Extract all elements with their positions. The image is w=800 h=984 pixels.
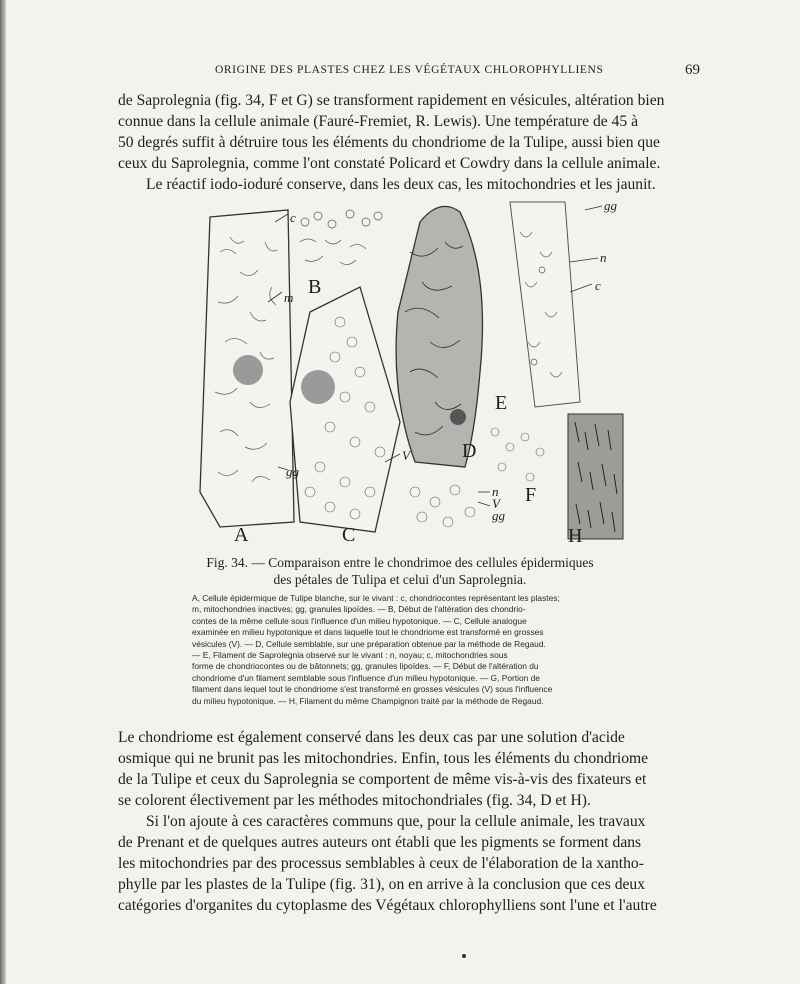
label-c-chondriocontes: c — [290, 210, 296, 225]
legend-line: filament dans lequel tout le chondriome s'est transformé en grosses vésicules (V) sous l'influence — [192, 684, 553, 695]
paragraph-osmique — [118, 727, 710, 811]
text-line: Le réactif iodo-ioduré conserve, dans les deux cas, les mitochondries et les jaunit. — [146, 176, 656, 193]
text-line: 50 degrés suffit à détruire tous les éléments du chondriome de la Tulipe, aussi bien que — [118, 134, 660, 151]
legend-line: forme de chondriocontes ou de bâtonnets; gg, granules lipoïdes. — F, Début de l'altération du — [192, 661, 539, 672]
legend-line: m, mitochondries inactives; gg, granules lipoïdes. — B, Début de l'altération des chondrio- — [192, 604, 526, 615]
label-c: C — [342, 524, 356, 546]
text-line: connue dans la cellule animale (Fauré-Fremiet, R. Lewis). Une température de 45 à — [118, 113, 639, 130]
cell-b-vesicles — [300, 210, 382, 265]
legend-line: — E, Filament de Saprolegnia observé sur le vivant : n, noyau; c, mitochondries sous — [192, 650, 508, 661]
cell-a-nucleus — [233, 355, 263, 385]
label-gg-g: gg — [492, 508, 505, 523]
label-e: E — [495, 392, 508, 414]
label-n-g: n — [492, 484, 499, 499]
label-d: D — [462, 440, 477, 462]
ink-dot — [462, 954, 466, 958]
text-line: Le chondriome est également conservé dans les deux cas par une solution d'acide — [118, 729, 625, 746]
text-line: se colorent électivement par les méthodes mitochondriales (fig. 34, D et H). — [118, 792, 591, 809]
figure-drawing — [190, 192, 640, 547]
text-line: osmique qui ne brunit pas les mitochondries. Enfin, tous les éléments du chondriome — [118, 750, 649, 767]
label-gg-granules: gg — [286, 464, 299, 479]
legend-line: A, Cellule épidermique de Tulipe blanche, sur le vivant : c, chondriocontes représentant les plastes; — [192, 593, 560, 603]
text-line: Si l'on ajoute à ces caractères communs que, pour la cellule animale, les travaux — [146, 813, 646, 830]
cell-d-outline — [396, 206, 482, 467]
figure-caption-title-line2: des pétales de Tulipa et celui d'un Saprolegnia. — [273, 572, 527, 587]
label-a: A — [234, 524, 249, 546]
legend-line: chondriome d'un filament semblable sous l'influence d'un milieu hypotonique. — G, Portion de — [192, 672, 540, 683]
paragraph-intro — [118, 90, 708, 195]
paragraph-conclusion — [118, 811, 710, 916]
legend-line: du milieu hypotonique. — H, Filament du même Champignon traité par la méthode de Regaud. — [192, 695, 544, 706]
text-line: les mitochondries par des processus semblables à ceux de l'élaboration de la xantho- — [118, 855, 644, 872]
label-c-mitochondries: c — [595, 278, 601, 293]
page-number: 69 — [685, 62, 700, 78]
text-line: ceux du Saprolegnia, comme l'ont constaté Policard et Cowdry dans la cellule animale. — [118, 155, 661, 172]
cell-c-nucleus — [301, 370, 335, 404]
legend-line: vésicules (V). — D, Cellule semblable, sur une préparation obtenue par la méthode de Regaud. — [192, 638, 546, 649]
text-line: phylle par les plastes de la Tulipe (fig. 31), on en arrive à la conclusion que ces deux — [118, 876, 646, 893]
text-line: de la Tulipe et ceux du Saprolegnia se comportent de même vis-à-vis des fixateurs et — [118, 771, 647, 788]
page-edge-shadow — [0, 0, 6, 984]
running-head — [0, 64, 800, 84]
text-line: de Prenant et de quelques autres auteurs ont établi que les pigments se forment dans — [118, 834, 642, 851]
cell-d-nucleus — [450, 409, 466, 425]
label-m-mitochondries: m — [284, 290, 294, 305]
label-h: H — [568, 525, 583, 547]
running-title: ORIGINE DES PLASTES CHEZ LES VÉGÉTAUX CHLOROPHYLLIENS — [215, 64, 604, 76]
label-n-noyau: n — [600, 250, 607, 265]
figure-caption-title-line1: Fig. 34. — Comparaison entre le chondrimoe des cellules épidermiques — [206, 555, 594, 570]
legend-line: examinée en milieu hypotonique et dans laquelle tout le chondriome est transformé en grosses — [192, 627, 544, 638]
label-b: B — [308, 276, 322, 298]
text-line: de Saprolegnia (fig. 34, F et G) se transforment rapidement en vésicules, altération bien — [118, 92, 665, 109]
label-v-g: V — [492, 496, 500, 511]
label-v-vesicles: V — [402, 448, 410, 463]
figure-34-illustration — [190, 192, 640, 547]
label-f: F — [525, 484, 537, 506]
text-line: catégories d'organites du cytoplasme des Végétaux chlorophylliens sont l'une et l'autre — [118, 897, 657, 914]
figure-caption-legend — [192, 593, 654, 707]
label-gg-e: gg — [604, 198, 617, 213]
legend-line: contes de la même cellule sous l'influence d'un milieu hypotonique. — C, Cellule analogue — [192, 615, 527, 626]
